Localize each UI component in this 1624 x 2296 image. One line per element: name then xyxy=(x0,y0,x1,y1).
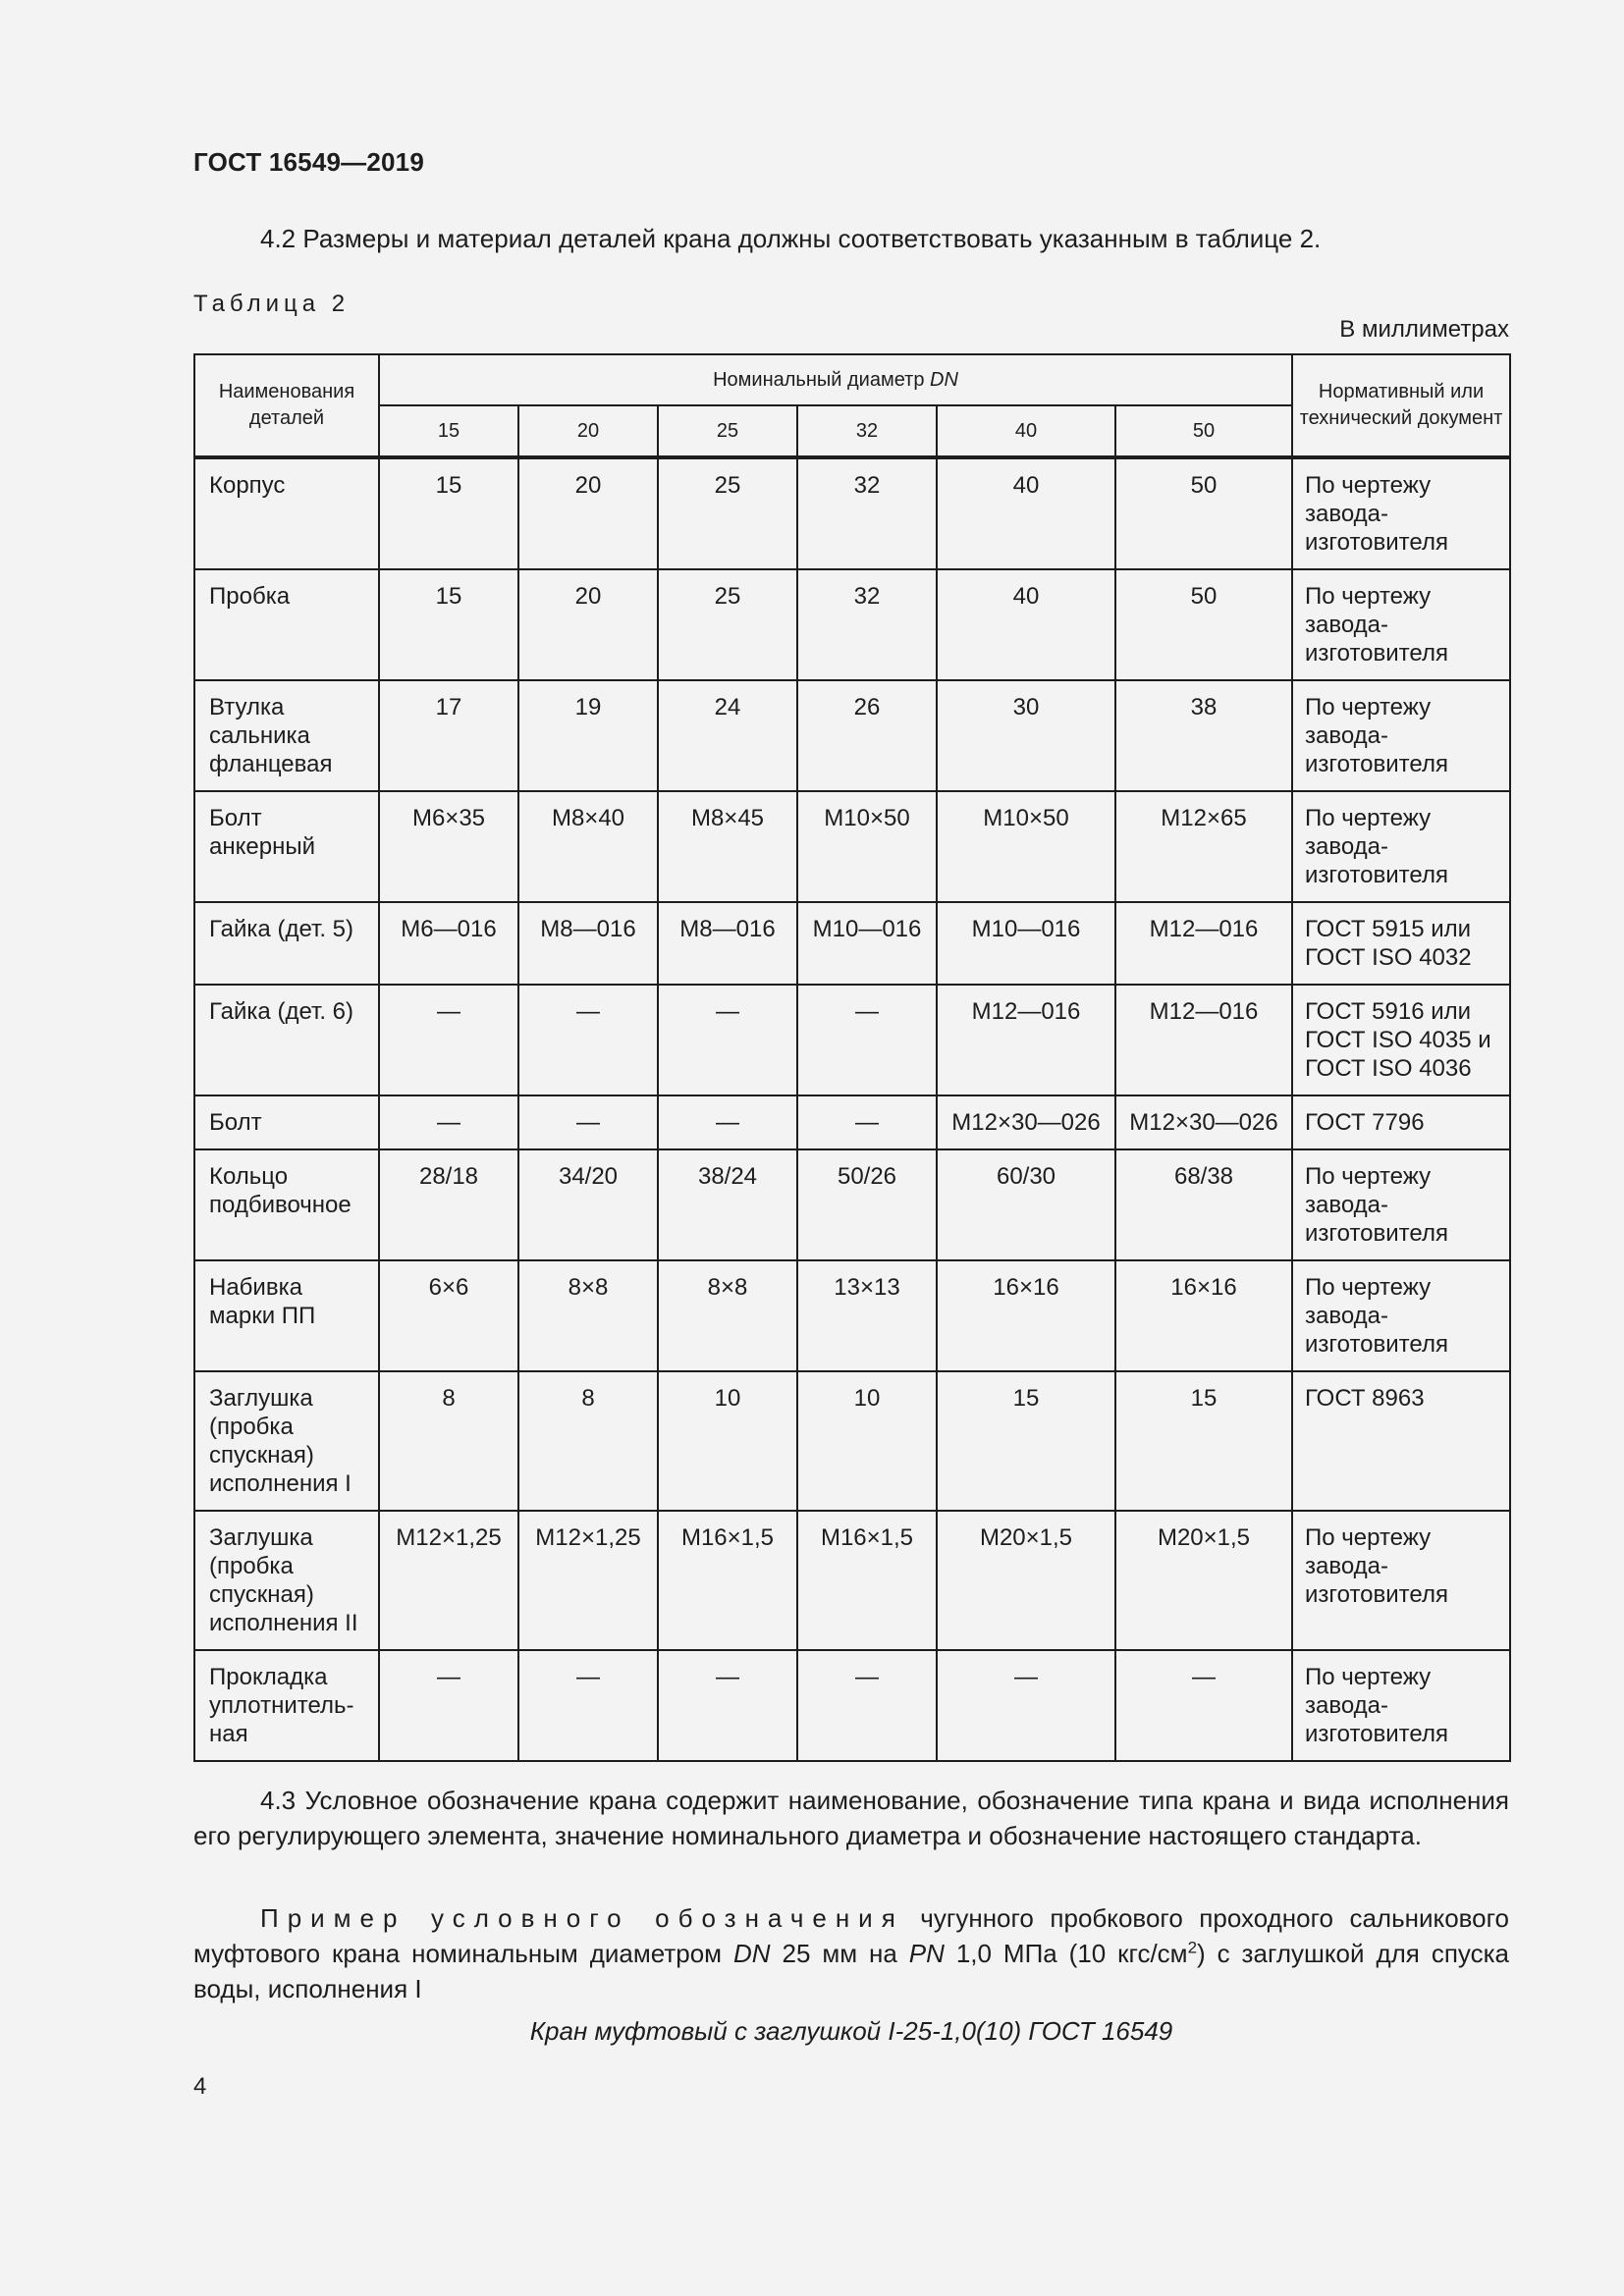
dn-value: M8—016 xyxy=(518,902,658,985)
part-name: Болт xyxy=(194,1095,379,1149)
col-header-name: Наименования деталей xyxy=(194,354,379,457)
table-body xyxy=(194,457,1510,1761)
dn-value: 10 xyxy=(658,1371,797,1511)
dn-value-header: 50 xyxy=(1115,405,1292,457)
table-row xyxy=(194,985,1510,1095)
dn-value: M20×1,5 xyxy=(1115,1511,1292,1650)
dn-value: 34/20 xyxy=(518,1149,658,1260)
dn-header-symbol: DN xyxy=(930,368,958,391)
dn-value: 26 xyxy=(797,680,937,791)
example-lead: Пример условного обозначения xyxy=(260,1903,904,1933)
dn-value: M12—016 xyxy=(1115,902,1292,985)
col-header-doc: Нормативный или технический документ xyxy=(1292,354,1510,457)
normative-doc: По чертежу завода-изготовителя xyxy=(1292,1650,1510,1761)
dn-value: 20 xyxy=(518,457,658,569)
dn-value-header: 15 xyxy=(379,405,518,457)
dn-value: M8×40 xyxy=(518,791,658,902)
dn-value: 32 xyxy=(797,457,937,569)
dn-value: — xyxy=(797,1095,937,1149)
dn-value: — xyxy=(1115,1650,1292,1761)
dn-value: 32 xyxy=(797,569,937,680)
dn-value: — xyxy=(518,1650,658,1761)
dn-value: — xyxy=(379,985,518,1095)
table-row xyxy=(194,1260,1510,1371)
dn-value: M8—016 xyxy=(658,902,797,985)
dn-header-prefix: Номинальный диаметр xyxy=(713,368,931,391)
dn-value: M12×1,25 xyxy=(379,1511,518,1650)
table-row xyxy=(194,569,1510,680)
dn-value: — xyxy=(658,985,797,1095)
dn-value: 15 xyxy=(1115,1371,1292,1511)
example-text-1: чугунного пробкового проходного сальникового муфтового крана номинальным диаметром xyxy=(193,1903,1510,1968)
table-row xyxy=(194,1650,1510,1761)
dn-value: M12×65 xyxy=(1115,791,1292,902)
dn-value: M10×50 xyxy=(937,791,1115,902)
table-row xyxy=(194,1095,1510,1149)
standard-code: ГОСТ 16549—2019 xyxy=(193,147,424,177)
dn-value: 8×8 xyxy=(658,1260,797,1371)
dn-value: M12—016 xyxy=(937,985,1115,1095)
dn-value: 15 xyxy=(937,1371,1115,1511)
clause-4-2: 4.2 Размеры и материал деталей крана должны соответствовать указанным в таблице 2. xyxy=(260,224,1322,253)
part-name: Заглушка (пробка спускная) исполнения I xyxy=(194,1371,379,1511)
dn-value: M12×1,25 xyxy=(518,1511,658,1650)
normative-doc: ГОСТ 5916 или ГОСТ ISO 4035 и ГОСТ ISO 4036 xyxy=(1292,985,1510,1095)
normative-doc: По чертежу завода-изготовителя xyxy=(1292,1511,1510,1650)
clause-4-3: 4.3 Условное обозначение крана содержит наименование, обозначение типа крана и вида исполнения его регулирующего элемента, значение номинального диаметра и обозначение настоящего стандарта. xyxy=(193,1786,1509,1850)
normative-doc: По чертежу завода-изготовителя xyxy=(1292,457,1510,569)
dn-value: — xyxy=(797,1650,937,1761)
dn-value: 25 xyxy=(658,457,797,569)
table-row xyxy=(194,1511,1510,1650)
dn-value-header: 32 xyxy=(797,405,937,457)
normative-doc: ГОСТ 5915 или ГОСТ ISO 4032 xyxy=(1292,902,1510,985)
example-sup: 2 xyxy=(1187,1938,1198,1957)
dn-value: 15 xyxy=(379,457,518,569)
part-name: Прокладка уплотнитель-ная xyxy=(194,1650,379,1761)
dn-value: 20 xyxy=(518,569,658,680)
dn-value: — xyxy=(379,1095,518,1149)
dn-value: 17 xyxy=(379,680,518,791)
dn-value-header: 40 xyxy=(937,405,1115,457)
dn-value: 8 xyxy=(518,1371,658,1511)
dn-value: 24 xyxy=(658,680,797,791)
units-note: В миллиметрах xyxy=(1339,316,1509,343)
parts-table xyxy=(193,353,1511,1762)
dn-value: M12—016 xyxy=(1115,985,1292,1095)
part-name: Гайка (дет. 6) xyxy=(194,985,379,1095)
dn-value: 16×16 xyxy=(937,1260,1115,1371)
example-text-4: ) с заглушкой для спуска воды, исполнения I xyxy=(193,1939,1510,2003)
example-text-2: 25 мм на xyxy=(770,1939,909,1968)
normative-doc: ГОСТ 7796 xyxy=(1292,1095,1510,1149)
table-row xyxy=(194,1371,1510,1511)
dn-value: M8×45 xyxy=(658,791,797,902)
table-row xyxy=(194,902,1510,985)
dn-value: — xyxy=(937,1650,1115,1761)
dn-value: M6×35 xyxy=(379,791,518,902)
part-name: Корпус xyxy=(194,457,379,569)
dn-value: 15 xyxy=(379,569,518,680)
dn-value: M20×1,5 xyxy=(937,1511,1115,1650)
normative-doc: По чертежу завода-изготовителя xyxy=(1292,1149,1510,1260)
dn-value: 28/18 xyxy=(379,1149,518,1260)
dn-value: M6—016 xyxy=(379,902,518,985)
normative-doc: По чертежу завода-изготовителя xyxy=(1292,569,1510,680)
part-name: Кольцо подбивочное xyxy=(194,1149,379,1260)
dn-value: — xyxy=(379,1650,518,1761)
dn-value: M10×50 xyxy=(797,791,937,902)
dn-value-header: 20 xyxy=(518,405,658,457)
dn-value: 50 xyxy=(1115,569,1292,680)
example-text-3: 1,0 МПа (10 кгс/см xyxy=(944,1939,1188,1968)
dn-value: 10 xyxy=(797,1371,937,1511)
table-row xyxy=(194,457,1510,569)
dn-value: 38/24 xyxy=(658,1149,797,1260)
normative-doc: ГОСТ 8963 xyxy=(1292,1371,1510,1511)
dn-value: 50 xyxy=(1115,457,1292,569)
normative-doc: По чертежу завода-изготовителя xyxy=(1292,791,1510,902)
designation-example xyxy=(193,1900,1509,2006)
part-name: Гайка (дет. 5) xyxy=(194,902,379,985)
part-name: Заглушка (пробка спускная) исполнения II xyxy=(194,1511,379,1650)
dn-value: M16×1,5 xyxy=(658,1511,797,1650)
page-number: 4 xyxy=(193,2073,207,2100)
dn-value: 19 xyxy=(518,680,658,791)
table-label: Таблица 2 xyxy=(193,291,351,317)
dn-value: 40 xyxy=(937,569,1115,680)
dn-value: 6×6 xyxy=(379,1260,518,1371)
col-header-dn xyxy=(379,354,1292,405)
dn-value: 38 xyxy=(1115,680,1292,791)
dn-value: — xyxy=(518,985,658,1095)
dn-value: — xyxy=(797,985,937,1095)
example-dn: DN xyxy=(732,1939,771,1968)
dn-value: 8 xyxy=(379,1371,518,1511)
dn-value: 30 xyxy=(937,680,1115,791)
dn-value: 50/26 xyxy=(797,1149,937,1260)
part-name: Болт анкерный xyxy=(194,791,379,902)
table-row xyxy=(194,1149,1510,1260)
example-pn: PN xyxy=(908,1939,945,1968)
table-row xyxy=(194,680,1510,791)
dn-value: M12×30—026 xyxy=(937,1095,1115,1149)
dn-value: 13×13 xyxy=(797,1260,937,1371)
dn-value: M10—016 xyxy=(937,902,1115,985)
normative-doc: По чертежу завода-изготовителя xyxy=(1292,680,1510,791)
designation-formula: Кран муфтовый с заглушкой I-25-1,0(10) ГОСТ 16549 xyxy=(529,2016,1173,2046)
dn-value: — xyxy=(658,1095,797,1149)
normative-doc: По чертежу завода-изготовителя xyxy=(1292,1260,1510,1371)
dn-value-header: 25 xyxy=(658,405,797,457)
dn-value: M12×30—026 xyxy=(1115,1095,1292,1149)
dn-value: 25 xyxy=(658,569,797,680)
dn-value: 60/30 xyxy=(937,1149,1115,1260)
dn-value: 8×8 xyxy=(518,1260,658,1371)
dn-value: — xyxy=(518,1095,658,1149)
dn-value: 68/38 xyxy=(1115,1149,1292,1260)
dn-value: M16×1,5 xyxy=(797,1511,937,1650)
table-row xyxy=(194,791,1510,902)
part-name: Втулка сальника фланцевая xyxy=(194,680,379,791)
dn-value: 16×16 xyxy=(1115,1260,1292,1371)
part-name: Набивка марки ПП xyxy=(194,1260,379,1371)
dn-value: 40 xyxy=(937,457,1115,569)
part-name: Пробка xyxy=(194,569,379,680)
dn-value: — xyxy=(658,1650,797,1761)
dn-value: M10—016 xyxy=(797,902,937,985)
